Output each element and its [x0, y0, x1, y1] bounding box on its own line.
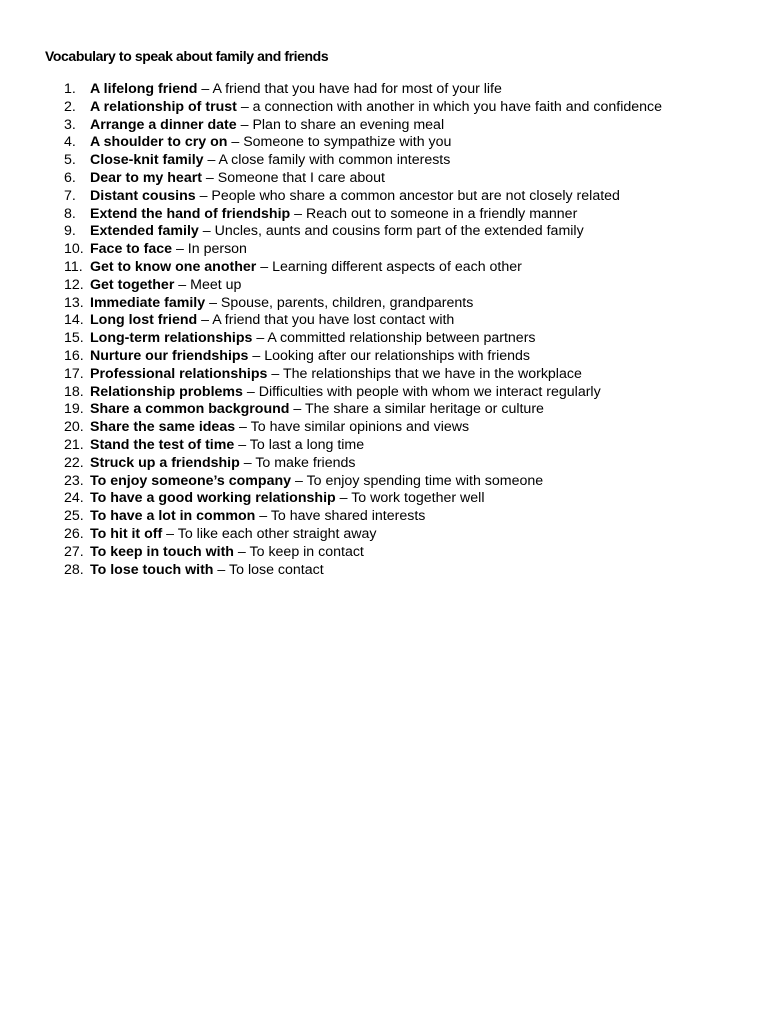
list-item — [64, 152, 662, 170]
vocabulary-term: Extended family — [90, 223, 199, 240]
list-item-number: 27. — [64, 543, 84, 560]
vocabulary-definition: To make friends — [255, 454, 356, 471]
list-item — [64, 490, 662, 508]
list-item-body — [90, 366, 582, 384]
vocabulary-term: Share a common background — [90, 401, 290, 418]
list-item-number: 11. — [64, 258, 83, 275]
vocabulary-term: Share the same ideas — [90, 419, 236, 436]
vocabulary-term: A shoulder to cry on — [90, 134, 228, 151]
list-item-body — [90, 473, 543, 491]
vocabulary-definition: a connection with another in which you have faith and confidence — [252, 98, 663, 115]
vocabulary-term: Long lost friend — [90, 312, 198, 329]
list-item-number: 24. — [64, 490, 84, 507]
list-item — [64, 134, 662, 152]
list-item-number: 2. — [64, 98, 76, 115]
list-item-number: 26. — [64, 525, 84, 542]
list-item — [64, 312, 662, 330]
vocabulary-definition: Someone to sympathize with you — [243, 134, 452, 151]
term-separator: – — [235, 419, 251, 436]
vocabulary-definition: Uncles, aunts and cousins form part of the extended family — [214, 223, 584, 240]
term-separator: – — [248, 347, 265, 364]
list-item-number: 5. — [64, 152, 76, 169]
list-item-number: 16. — [64, 347, 84, 364]
vocabulary-term: To have a good working relationship — [90, 490, 336, 507]
list-item — [64, 117, 662, 135]
vocabulary-term: Close-knit family — [90, 152, 204, 169]
term-separator: – — [252, 330, 268, 347]
list-item-body — [90, 544, 364, 562]
vocabulary-term: Stand the test of time — [90, 436, 235, 453]
list-item-body — [90, 419, 469, 437]
list-item-body — [90, 206, 577, 224]
vocabulary-term: Extend the hand of friendship — [90, 205, 291, 222]
term-separator: – — [172, 241, 188, 258]
vocabulary-definition: A friend that you have had for most of your life — [212, 81, 502, 97]
term-separator: – — [205, 294, 221, 311]
vocabulary-definition: In person — [187, 241, 247, 258]
vocabulary-definition: To have shared interests — [270, 508, 426, 525]
vocabulary-term: To lose touch with — [90, 561, 214, 578]
list-item — [64, 455, 662, 473]
list-item-body — [90, 508, 425, 526]
list-item — [64, 277, 662, 295]
vocabulary-term: To keep in touch with — [90, 543, 234, 560]
list-item-number: 18. — [64, 383, 84, 400]
list-item — [64, 295, 662, 313]
list-item-number: 4. — [64, 134, 76, 151]
term-separator: – — [236, 98, 253, 115]
vocabulary-definition: A friend that you have lost contact with — [212, 312, 455, 329]
vocabulary-definition: Difficulties with people with whom we interact regularly — [258, 383, 601, 400]
list-item-body — [90, 330, 536, 348]
list-item-number: 17. — [64, 365, 84, 382]
vocabulary-definition: The relationships that we have in the workplace — [282, 365, 582, 382]
list-item-number: 8. — [64, 205, 76, 222]
list-item-body — [90, 312, 454, 330]
term-separator: – — [197, 81, 213, 97]
vocabulary-term: Relationship problems — [90, 383, 243, 400]
vocabulary-definition: People who share a common ancestor but are not closely related — [211, 187, 620, 204]
list-item-body — [90, 241, 247, 259]
list-item-number: 19. — [64, 401, 84, 418]
vocabulary-term: Nurture our friendships — [90, 347, 249, 364]
list-item — [64, 473, 662, 491]
term-separator: – — [289, 401, 305, 418]
list-item-body — [90, 99, 662, 117]
list-item-number: 6. — [64, 169, 76, 186]
vocabulary-term: Face to face — [90, 241, 173, 258]
list-item-body — [90, 348, 530, 366]
list-item-number: 3. — [64, 116, 76, 133]
list-item-body — [90, 188, 620, 206]
vocabulary-term: Arrange a dinner date — [90, 116, 237, 133]
vocabulary-term: Dear to my heart — [90, 169, 202, 186]
vocabulary-definition: To lose contact — [229, 561, 324, 578]
list-item — [64, 401, 662, 419]
document-title: Vocabulary to speak about family and friends — [45, 48, 329, 64]
list-item — [64, 223, 662, 241]
list-item-body — [90, 223, 584, 241]
vocabulary-definition: To work together well — [351, 490, 485, 507]
vocabulary-definition: To last a long time — [249, 436, 365, 453]
term-separator: – — [290, 205, 306, 222]
list-item-number: 21. — [64, 436, 84, 453]
vocabulary-term: Immediate family — [90, 294, 206, 311]
term-separator: – — [213, 561, 230, 578]
list-item-number: 1. — [64, 81, 76, 97]
vocabulary-term: Distant cousins — [90, 187, 196, 204]
term-separator: – — [198, 223, 215, 240]
vocabulary-term: Get to know one another — [90, 258, 257, 275]
term-separator: – — [239, 454, 256, 471]
term-separator: – — [267, 365, 283, 382]
list-item-number: 15. — [64, 330, 84, 347]
term-separator: – — [335, 490, 352, 507]
list-item — [64, 170, 662, 188]
list-item — [64, 384, 662, 402]
vocabulary-definition: The share a similar heritage or culture — [305, 401, 544, 418]
list-item — [64, 419, 662, 437]
vocabulary-definition: To like each other straight away — [177, 525, 377, 542]
list-item-number: 14. — [64, 312, 84, 329]
term-separator: – — [236, 116, 253, 133]
term-separator: – — [162, 525, 178, 542]
term-separator: – — [195, 187, 212, 204]
vocabulary-term: Long-term relationships — [90, 330, 253, 347]
list-item-body — [90, 401, 544, 419]
vocabulary-definition: Reach out to someone in a friendly manner — [306, 205, 578, 222]
list-item — [64, 544, 662, 562]
vocabulary-definition: Spouse, parents, children, grandparents — [220, 294, 474, 311]
term-separator: – — [197, 312, 213, 329]
vocabulary-list — [64, 81, 662, 579]
vocabulary-term: Professional relationships — [90, 365, 268, 382]
list-item-body — [90, 562, 324, 580]
term-separator: – — [256, 258, 273, 275]
list-item-number: 23. — [64, 472, 84, 489]
list-item-body — [90, 455, 355, 473]
vocabulary-definition: A committed relationship between partners — [267, 330, 536, 347]
list-item — [64, 241, 662, 259]
list-item — [64, 348, 662, 366]
list-item-body — [90, 277, 241, 295]
list-item-number: 25. — [64, 508, 84, 525]
list-item-body — [90, 134, 451, 152]
vocabulary-definition: Someone that I care about — [217, 169, 385, 186]
list-item-number: 22. — [64, 454, 84, 471]
term-separator: – — [255, 508, 271, 525]
list-item-number: 13. — [64, 294, 84, 311]
vocabulary-definition: To have similar opinions and views — [250, 419, 470, 436]
list-item — [64, 526, 662, 544]
list-item-body — [90, 384, 601, 402]
vocabulary-term: A lifelong friend — [90, 81, 198, 97]
vocabulary-definition: Looking after our relationships with friends — [264, 347, 531, 364]
list-item — [64, 99, 662, 117]
vocabulary-definition: Plan to share an evening meal — [252, 116, 445, 133]
list-item-number: 9. — [64, 223, 76, 240]
vocabulary-definition: Learning different aspects of each other — [272, 258, 522, 275]
term-separator: – — [234, 436, 250, 453]
vocabulary-term: Struck up a friendship — [90, 454, 240, 471]
list-item — [64, 366, 662, 384]
list-item-body — [90, 117, 444, 135]
list-item-number: 20. — [64, 419, 84, 436]
list-item-body — [90, 170, 385, 188]
vocabulary-term: Get together — [90, 276, 175, 293]
list-item-number: 28. — [64, 561, 84, 578]
list-item-body — [90, 259, 522, 277]
list-item — [64, 562, 662, 580]
list-item-number: 10. — [64, 241, 84, 258]
vocabulary-term: A relationship of trust — [90, 98, 237, 115]
list-item — [64, 508, 662, 526]
list-item-body — [90, 526, 376, 544]
list-item — [64, 437, 662, 455]
list-item — [64, 206, 662, 224]
vocabulary-definition: Meet up — [190, 276, 242, 293]
list-item-body — [90, 437, 364, 455]
vocabulary-term: To have a lot in common — [90, 508, 256, 525]
list-item-body — [90, 81, 502, 99]
vocabulary-term: To enjoy someone’s company — [90, 472, 292, 489]
vocabulary-definition: A close family with common interests — [218, 152, 451, 169]
list-item-body — [90, 490, 484, 508]
term-separator: – — [203, 152, 219, 169]
list-item — [64, 188, 662, 206]
term-separator: – — [174, 276, 191, 293]
list-item-number: 12. — [64, 276, 84, 293]
term-separator: – — [233, 543, 250, 560]
vocabulary-definition: To enjoy spending time with someone — [306, 472, 544, 489]
term-separator: – — [201, 169, 218, 186]
term-separator: – — [291, 472, 307, 489]
vocabulary-definition: To keep in contact — [249, 543, 364, 560]
list-item-body — [90, 152, 450, 170]
list-item — [64, 330, 662, 348]
term-separator: – — [242, 383, 259, 400]
term-separator: – — [227, 134, 244, 151]
list-item-number: 7. — [64, 187, 76, 204]
list-item — [64, 81, 662, 99]
list-item — [64, 259, 662, 277]
vocabulary-term: To hit it off — [90, 525, 163, 542]
list-item-body — [90, 295, 473, 313]
